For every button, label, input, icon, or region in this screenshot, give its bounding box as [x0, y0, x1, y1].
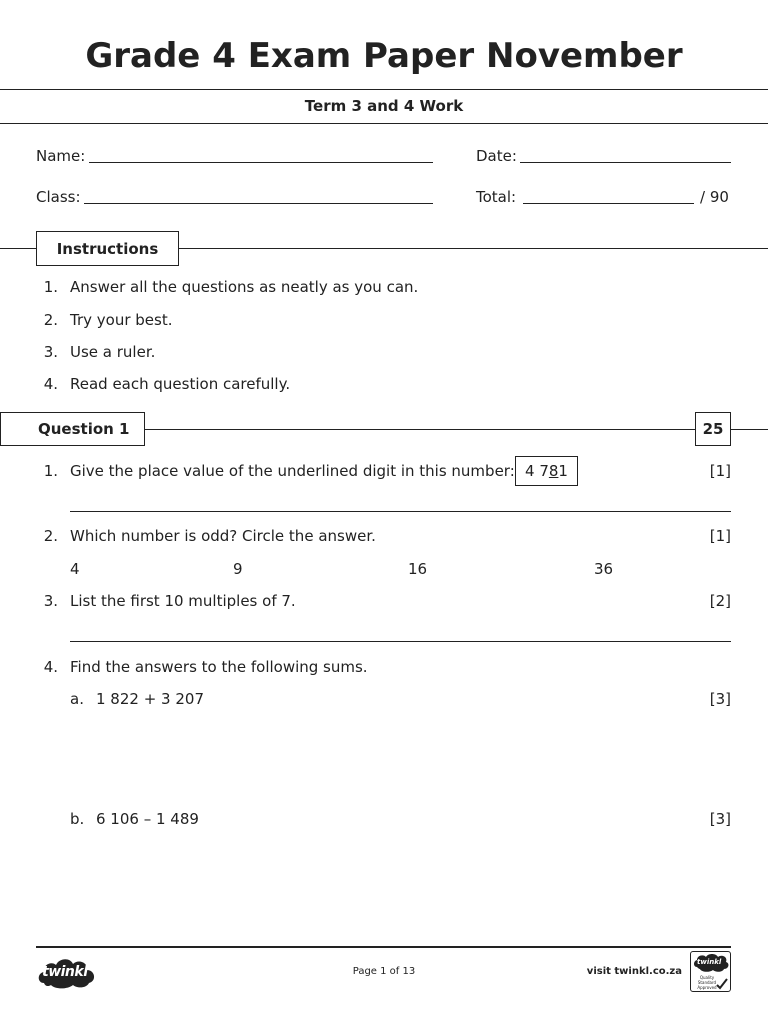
list-item-number: 4. — [43, 375, 58, 393]
answer-option[interactable]: 36 — [594, 560, 614, 578]
name-field[interactable] — [89, 162, 433, 163]
question-number: 3. — [43, 592, 58, 610]
instruction-item: Use a ruler. — [70, 343, 156, 361]
badge-logo-text: twinkl — [697, 958, 722, 966]
question-heading — [0, 412, 145, 446]
date-field[interactable] — [520, 162, 731, 163]
badge-caption: Quality Standard Approved — [697, 975, 717, 990]
marks-label: [3] — [709, 810, 731, 828]
total-suffix: / 90 — [700, 188, 729, 206]
number-part: 1 — [558, 462, 568, 480]
instruction-item: Read each question carefully. — [70, 375, 291, 393]
name-label: Name: — [36, 147, 86, 165]
question-marks-badge — [695, 412, 731, 446]
list-item-number: 1. — [43, 278, 58, 296]
total-field[interactable] — [523, 203, 694, 204]
list-item-number: 3. — [43, 343, 58, 361]
quality-badge — [690, 951, 731, 992]
question-heading-text: Question 1 — [38, 420, 130, 438]
answer-line[interactable] — [70, 511, 731, 512]
question-number: 4. — [43, 658, 58, 676]
class-field[interactable] — [84, 203, 433, 204]
class-label: Class: — [36, 188, 81, 206]
question-marks-text: 25 — [702, 420, 724, 438]
question-text: Which number is odd? Circle the answer. — [70, 527, 376, 545]
marks-label: [1] — [709, 527, 731, 545]
question-text: List the first 10 multiples of 7. — [70, 592, 296, 610]
subtitle: Term 3 and 4 Work — [304, 97, 464, 115]
logo-text: twinkl — [42, 964, 88, 980]
instruction-item: Try your best. — [70, 311, 173, 329]
answer-option[interactable]: 9 — [233, 560, 243, 578]
number-part: 4 7 — [525, 462, 549, 480]
instructions-heading — [36, 231, 179, 266]
answer-option[interactable]: 4 — [70, 560, 80, 578]
underlined-digit: 8 — [548, 462, 559, 480]
sub-question-sum: 6 106 – 1 489 — [96, 810, 199, 828]
sub-question-label: a. — [70, 690, 84, 708]
marks-label: [1] — [709, 462, 731, 480]
answer-line[interactable] — [70, 641, 731, 642]
divider — [0, 89, 768, 90]
sub-question-sum: 1 822 + 3 207 — [96, 690, 204, 708]
question-number: 1. — [43, 462, 58, 480]
marks-label: [3] — [709, 690, 731, 708]
footer-divider — [36, 946, 731, 948]
marks-label: [2] — [709, 592, 731, 610]
answer-option[interactable]: 16 — [408, 560, 428, 578]
question-text: Find the answers to the following sums. — [70, 658, 368, 676]
number-box — [515, 456, 578, 486]
question-number: 2. — [43, 527, 58, 545]
question-text: Give the place value of the underlined digit in this number: — [70, 462, 515, 480]
page-title: Grade 4 Exam Paper November — [85, 36, 683, 76]
instruction-item: Answer all the questions as neatly as you can. — [70, 278, 419, 296]
divider — [0, 123, 768, 124]
sub-question-label: b. — [70, 810, 85, 828]
page-number: Page 1 of 13 — [352, 966, 416, 977]
total-label: Total: — [476, 188, 517, 206]
visit-link[interactable]: visit twinkl.co.za — [586, 966, 682, 977]
date-label: Date: — [476, 147, 517, 165]
list-item-number: 2. — [43, 311, 58, 329]
instructions-heading-text: Instructions — [56, 239, 159, 258]
